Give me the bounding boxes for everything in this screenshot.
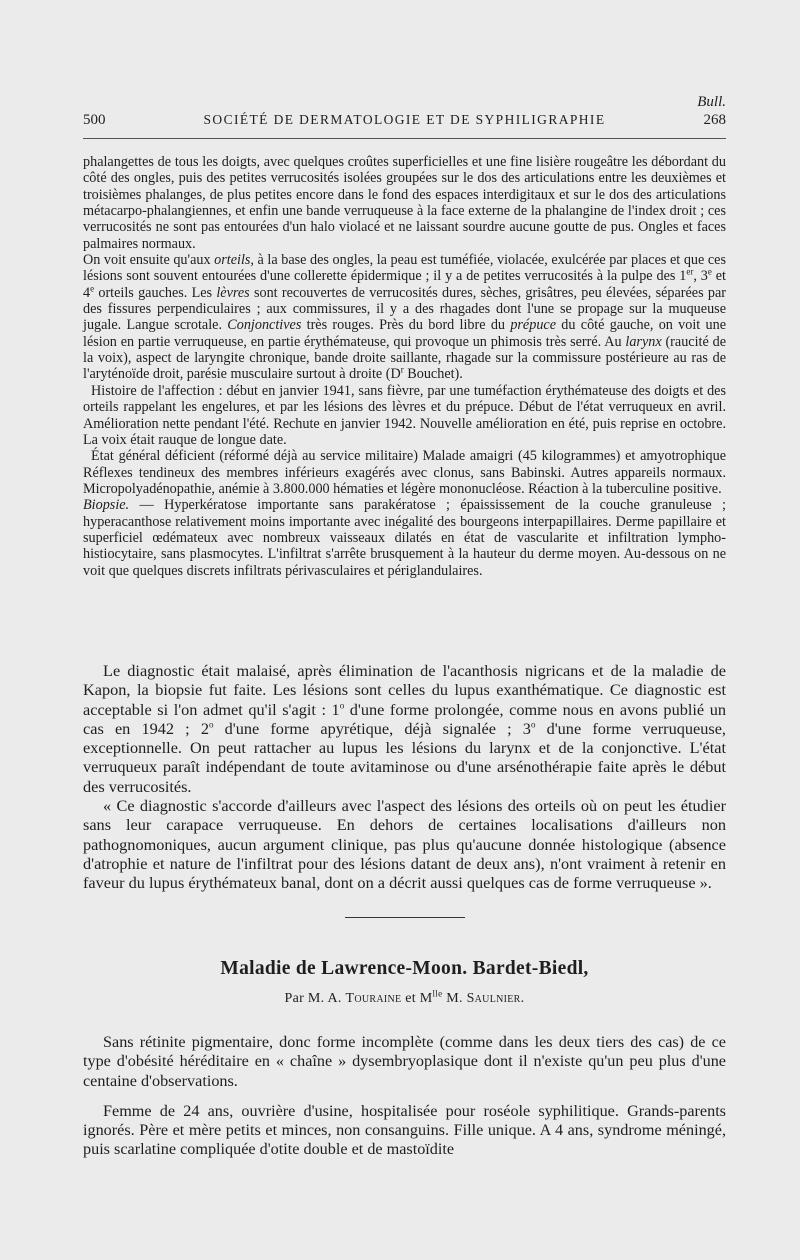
running-header — [83, 112, 726, 129]
section-title: Maladie de Lawrence-Moon. Bardet-Biedl, — [220, 958, 589, 979]
section-divider — [345, 917, 465, 918]
discussion-paragraph: « Ce diagnostic s'accorde d'ailleurs avec l'aspect des lésions des orteils où on peut les étudier sans leur carapace verruqueuse. En dehors de certaines localisations d'ailleurs non pathognomoniques, aucun argument clinique, pas plus qu'aucune donnée histologique (absence d'atrophie et nature de l'infiltrat pour des lésions datant de deux ans), n'ont vraiment à retenir en faveur du lupus érythémateux banal, dont on a décrit aussi quelques cas de forme verruqueuse ». — [83, 796, 726, 893]
page-number-right: 268 — [703, 112, 726, 128]
section-body — [83, 1033, 726, 1171]
author-name: Touraine — [345, 991, 402, 1006]
case-paragraph: phalangettes de tous les doigts, avec quelques croûtes superficielles et une fine lisière rougeâtre les débordant du côté des ongles, puis des petites verrucosités isolées groupées sur le dos des articulations entre les deuxièmes et troisièmes phalanges, de plus petites encore dans le fond des espaces interdigitaux et sur le dos des articulations métacarpo-phalangiennes, et enfin une bande verruqueuse à la face externe de la phalangine de l'index droit ; ces verrucosités ne sont pas entourées d'un halo violacé et ne laissant sourdre aucune goutte de pus. Ongles et faces palmaires normaux. — [83, 154, 726, 252]
section-paragraph: Sans rétinite pigmentaire, donc forme incomplète (comme dans les deux tiers des cas) de ce type d'obésité héréditaire en « chaîne » dysembryoplasique dont il n'existe qu'un peu plus d'une centaine d'observations. — [83, 1033, 726, 1090]
running-title: SOCIÉTÉ DE DERMATOLOGIE ET DE SYPHILIGRAPHIE — [203, 112, 606, 127]
case-paragraph: Histoire de l'affection : début en janvier 1941, sans fièvre, par une tuméfaction érythémateuse des doigts et des orteils rappelant les engelures, et par les lésions des lèvres et du prépuce. Début de l'état verruqueux en avril. Amélioration nette pendant l'été. Rechute en janvier 1942. Nouvelle amélioration en été, puis reprise en octobre. La voix était rauque de longue date. — [83, 382, 726, 448]
biopsy-paragraph: Biopsie. — Hyperkératose importante sans parakératose ; épaississement de la couche granuleuse ; hyperacanthose relativement moins importante avec inégalité des bourgeons interpapillaires. Derme papillaire et superficiel œdémateux avec nombreux vaisseaux dilatés en état de vascularite et infiltration lympho-histiocytaire, sans plasmocytes. L'infiltrat s'arrête brusquement à la hauteur du derme moyen. Au-dessous on ne voit que quelques discrets infiltrats périvasculaires et périglandulaires. — [83, 497, 726, 579]
case-paragraph: État général déficient (réformé déjà au service militaire) Malade amaigri (45 kilogrammes) et amyotrophique Réflexes tendineux des membres inférieurs exagérés avec clonus, sans Babinski. Autres appareils normaux. Micropolyadénopathie, anémie à 3.800.000 hématies et légère mononucléose. Réaction à la tuberculine positive. — [83, 448, 726, 497]
author-name: Saulnier — [466, 991, 521, 1006]
discussion — [83, 661, 726, 893]
case-report — [83, 154, 726, 579]
section-paragraph: Femme de 24 ans, ouvrière d'usine, hospitalisée pour roséole syphilitique. Grands-parents ignorés. Père et mère petits et minces, non consanguins. Fille unique. A 4 ans, syndrome méningé, puis scarlatine compliquée d'otite double et de mastoïdite — [83, 1101, 726, 1159]
header-rule — [83, 138, 726, 139]
page-number-left: 500 — [83, 112, 106, 128]
byline: Par M. A. Touraine et $M^{lle}$ M. Saulnier. — [284, 988, 525, 1006]
case-paragraph: On voit ensuite qu'aux orteils, à la base des ongles, la peau est tuméfiée, violacée, exulcérée par places et que ces lésions sont souvent entourées d'une collerette épidermique ; il y a de petites verrucosités à la pulpe des 1er, 3e et 4e orteils gauches. Les lèvres sont recouvertes de verrucosités dures, sèches, grisâtres, peu élevées, séparées par des fissures perpendiculaires ; aux commissures, il y a des rhagades dont l'une se propage sur la muqueuse jugale. Langue scrotale. Conjonctives très rouges. Près du bord libre du prépuce du côté gauche, on voit une lésion en partie verruqueuse, en partie érythémateuse, qui provoque un phimosis très serré. Au larynx (raucité de la voix), aspect de laryngite chronique, bande droite saillante, rhagade sur la commissure postérieure au ras de l'aryténoïde droit, parésie musculaire surtout à droite ($D^r$ Bouchet). — [83, 252, 727, 383]
discussion-paragraph: Le diagnostic était malaisé, après élimination de l'acanthosis nigricans et de la maladie de Kapon, la biopsie fut faite. Les lésions sont celles du lupus exanthématique. Ce diagnostic est acceptable si l'on admet qu'il s'agit : 1$^o$ d'une forme prolongée, comme nous en avons publié un cas en 1942 ; 2$^o$ d'une forme apyrétique, déjà signalée ; 3$^o$ d'une forme verruqueuse, exceptionnelle. On peut rattacher au lupus les lésions du larynx et de la conjonctive. L'état verruqueux paraît indépendant de toute avitaminose ou d'une arsénothérapie faite après le début des verrucosités. — [83, 661, 726, 796]
marginal-note: Bull. — [697, 94, 726, 110]
